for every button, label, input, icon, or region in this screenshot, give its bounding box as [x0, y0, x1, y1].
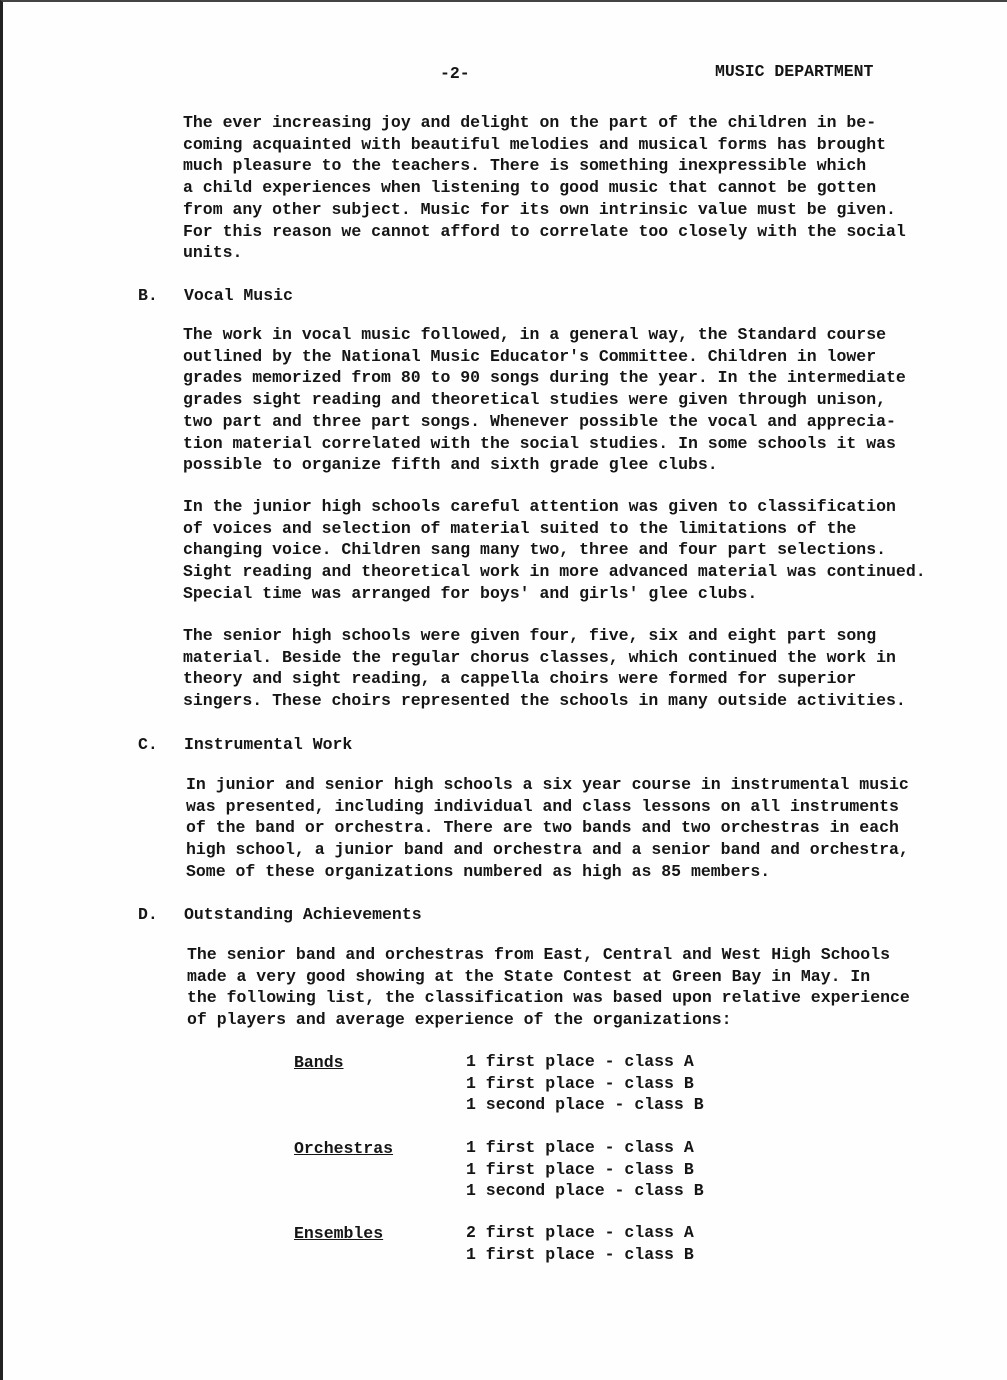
text-line: In the junior high schools careful attention was given to classification: [183, 497, 896, 516]
section-d-paragraph-1: [187, 944, 987, 1031]
text-line: possible to organize fifth and sixth grade glee clubs.: [183, 455, 718, 475]
text-line: of voices and selection of material suited to the limitations of the: [183, 518, 857, 538]
section-b-heading: Vocal Music: [184, 286, 293, 305]
section-c-letter: C.: [138, 735, 158, 754]
page-number: -2-: [440, 64, 470, 83]
text-line: Special time was arranged for boys' and girls' glee clubs.: [183, 583, 758, 603]
text-line: was presented, including individual and class lessons on all instruments: [186, 796, 899, 816]
text-line: The senior high schools were given four, five, six and eight part song: [183, 626, 877, 645]
text-line: The ever increasing joy and delight on the part of the children in be-: [183, 113, 877, 132]
award-line: 1 second place - class B: [466, 1095, 704, 1114]
text-line: from any other subject. Music for its own intrinsic value must be given.: [183, 199, 896, 219]
text-line: grades memorized from 80 to 90 songs during the year. In the intermediate: [183, 368, 906, 388]
text-line: grades sight reading and theoretical studies were given through unison,: [183, 390, 887, 410]
text-line: outlined by the National Music Educator's Committee. Children in lower: [183, 346, 877, 366]
awards-results-ensembles: [466, 1222, 694, 1265]
award-line: 1 first place - class B: [466, 1073, 694, 1093]
text-line: of players and average experience of the organizations:: [187, 1010, 732, 1030]
text-line: made a very good showing at the State Contest at Green Bay in May. In: [187, 966, 871, 986]
awards-category-orchestras: Orchestras: [294, 1139, 394, 1158]
text-line: The senior band and orchestras from East, Central and West High Schools: [187, 945, 891, 964]
text-line: units.: [183, 243, 243, 263]
text-line: changing voice. Children sang many two, three and four part selections.: [183, 540, 887, 560]
award-line: 1 first place - class B: [466, 1244, 694, 1264]
awards-category-bands: Bands: [294, 1053, 344, 1072]
section-b-letter: B.: [138, 286, 158, 305]
section-c-paragraph-1: [186, 774, 986, 883]
text-line: high school, a junior band and orchestra and a senior band and orchestra,: [186, 840, 909, 860]
award-line: 1 first place - class B: [466, 1159, 694, 1179]
text-line: material. Beside the regular chorus classes, which continued the work in: [183, 647, 896, 667]
section-d-heading: Outstanding Achievements: [184, 905, 422, 924]
awards-results-orchestras: [466, 1137, 704, 1202]
text-line: tion material correlated with the social studies. In some schools it was: [183, 433, 896, 453]
section-b-paragraph-3: [183, 625, 983, 712]
text-line: singers. These choirs represented the schools in many outside activities.: [183, 691, 906, 711]
awards-results-bands: [466, 1051, 704, 1116]
text-line: Some of these organizations numbered as high as 85 members.: [186, 861, 771, 881]
award-line: 1 first place - class A: [466, 1138, 694, 1157]
section-d-letter: D.: [138, 905, 158, 924]
award-line: 2 first place - class A: [466, 1223, 694, 1242]
section-b-paragraph-1: [183, 324, 983, 476]
text-line: much pleasure to the teachers. There is something inexpressible which: [183, 156, 867, 176]
awards-category-ensembles: Ensembles: [294, 1224, 384, 1243]
text-line: the following list, the classification was based upon relative experience: [187, 988, 910, 1008]
text-line: Sight reading and theoretical work in more advanced material was continued.: [183, 562, 926, 582]
text-line: a child experiences when listening to good music that cannot be gotten: [183, 178, 877, 198]
award-line: 1 second place - class B: [466, 1181, 704, 1200]
award-line: 1 first place - class A: [466, 1052, 694, 1071]
text-line: of the band or orchestra. There are two bands and two orchestras in each: [186, 818, 899, 838]
text-line: coming acquainted with beautiful melodies and musical forms has brought: [183, 134, 887, 154]
department-title: MUSIC DEPARTMENT: [715, 62, 874, 81]
text-line: two part and three part songs. Whenever possible the vocal and apprecia-: [183, 411, 896, 431]
text-line: theory and sight reading, a cappella choirs were formed for superior: [183, 669, 857, 689]
section-b-paragraph-2: [183, 496, 983, 605]
section-c-heading: Instrumental Work: [184, 735, 353, 754]
text-line: In junior and senior high schools a six year course in instrumental music: [186, 775, 909, 794]
intro-paragraph: [183, 112, 983, 264]
text-line: The work in vocal music followed, in a general way, the Standard course: [183, 325, 887, 344]
text-line: For this reason we cannot afford to correlate too closely with the social: [183, 221, 906, 241]
